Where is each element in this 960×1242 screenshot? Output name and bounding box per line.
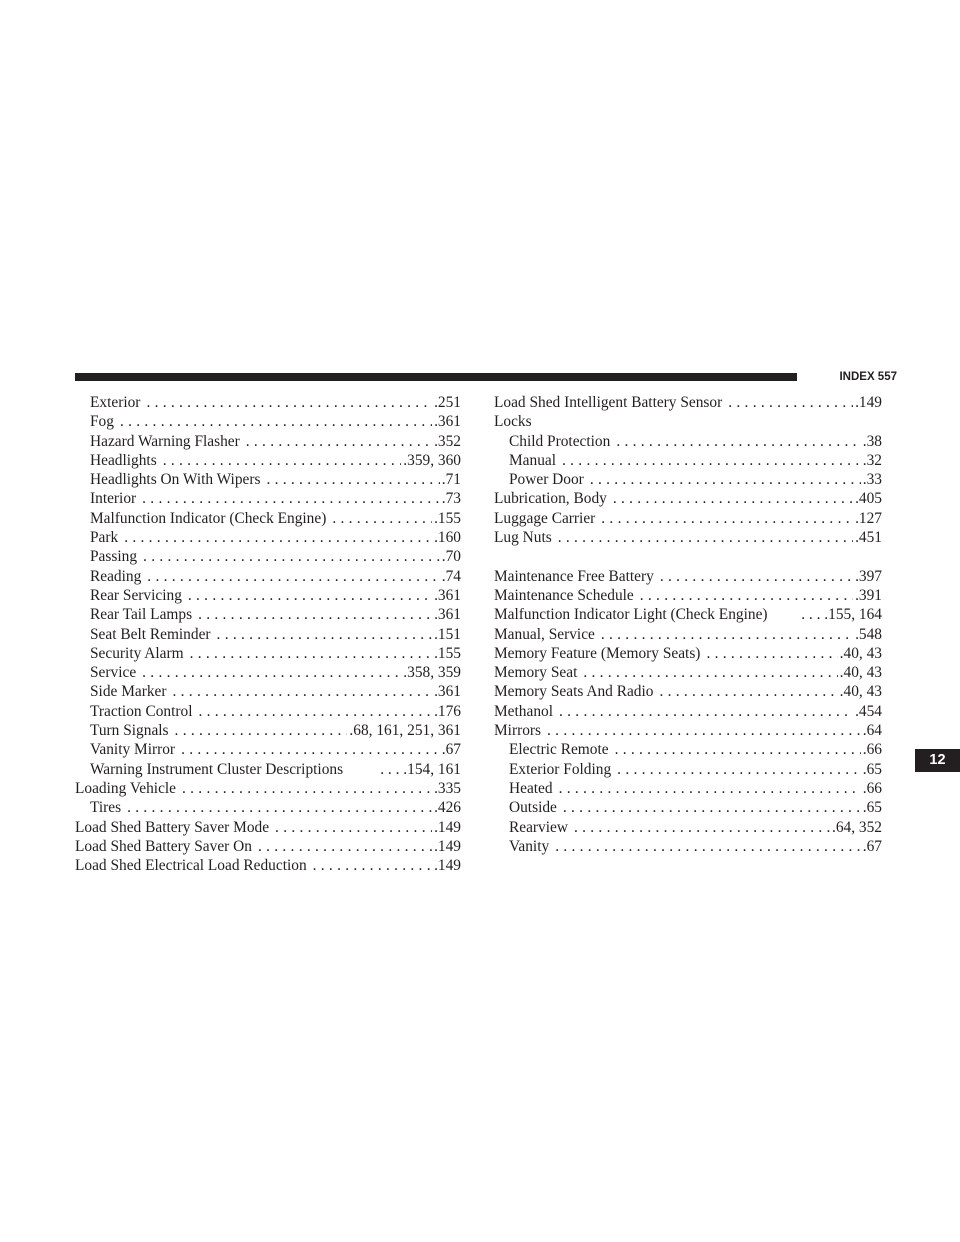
index-entry xyxy=(494,779,882,798)
index-term: Rear Tail Lamps xyxy=(90,606,193,624)
index-term: Traction Control xyxy=(90,702,193,720)
dot-leader xyxy=(558,528,853,547)
index-entry xyxy=(75,760,461,779)
index-entry xyxy=(494,489,882,508)
dot-leader xyxy=(728,393,853,412)
index-entry xyxy=(494,682,882,701)
dot-leader xyxy=(583,663,837,682)
dot-leader xyxy=(266,470,439,489)
index-entry xyxy=(75,528,461,547)
index-page-ref: .40, 43 xyxy=(839,664,882,682)
index-term: Load Shed Battery Saver Mode xyxy=(75,818,270,836)
index-entry xyxy=(494,644,882,663)
index-entry xyxy=(75,586,461,605)
index-entry xyxy=(75,779,461,798)
index-page-ref: .64 xyxy=(862,722,882,740)
index-term: Heated xyxy=(509,779,553,797)
dot-leader xyxy=(332,509,432,528)
index-entry xyxy=(494,818,882,837)
dot-leader xyxy=(562,451,861,470)
index-page-ref: .66 xyxy=(862,779,882,797)
dot-leader xyxy=(143,547,440,566)
index-entry xyxy=(494,432,882,451)
running-header: INDEX 557 xyxy=(839,371,897,383)
index-page-ref: .64, 352 xyxy=(831,818,882,836)
index-page-ref: .73 xyxy=(441,490,461,508)
index-term: Loading Vehicle xyxy=(75,779,177,797)
index-term: Rearview xyxy=(509,818,568,836)
dot-leader xyxy=(190,644,432,663)
dot-leader xyxy=(127,798,432,817)
dot-leader xyxy=(142,663,401,682)
index-page-ref: .361 xyxy=(434,586,461,604)
index-entry xyxy=(494,412,882,431)
index-page-ref: .38 xyxy=(862,432,882,450)
dot-leader xyxy=(142,489,440,508)
index-entry xyxy=(75,837,461,856)
index-term: Fog xyxy=(90,413,114,431)
dot-leader xyxy=(246,432,432,451)
dot-leader xyxy=(601,509,853,528)
index-page-ref: .68, 161, 251, 361 xyxy=(349,722,461,740)
index-entry xyxy=(75,489,461,508)
dot-leader xyxy=(616,432,860,451)
index-term: Reading xyxy=(90,567,142,585)
dot-leader xyxy=(124,528,432,547)
index-entry xyxy=(75,412,461,431)
index-term: Outside xyxy=(509,799,557,817)
index-term: Memory Feature (Memory Seats) xyxy=(494,644,701,662)
index-page-ref: .33 xyxy=(862,471,882,489)
index-entry xyxy=(75,547,461,566)
header-rule xyxy=(75,373,797,381)
index-term: Warning Instrument Cluster Descriptions xyxy=(90,760,344,778)
index-term: Security Alarm xyxy=(90,644,184,662)
index-term: Memory Seats And Radio xyxy=(494,683,654,701)
index-term: Exterior Folding xyxy=(509,760,612,778)
index-page-ref: .40, 43 xyxy=(839,683,882,701)
index-page-ref: .451 xyxy=(855,529,882,547)
index-entry xyxy=(494,702,882,721)
index-term: Service xyxy=(90,664,137,682)
index-entry xyxy=(75,509,461,528)
dot-leader xyxy=(181,740,440,759)
index-term: Vanity Mirror xyxy=(90,741,176,759)
dot-leader xyxy=(574,818,830,837)
index-page-ref: .397 xyxy=(855,567,882,585)
index-entry xyxy=(75,625,461,644)
index-entry xyxy=(494,393,882,412)
index-term: Manual, Service xyxy=(494,625,595,643)
index-entry xyxy=(494,451,882,470)
index-entry xyxy=(494,798,882,817)
index-entry xyxy=(494,625,882,644)
dot-leader xyxy=(198,702,432,721)
index-page-ref: .70 xyxy=(441,548,461,566)
index-page-ref: .335 xyxy=(434,779,461,797)
index-page-ref: .67 xyxy=(862,837,882,855)
index-term: Side Marker xyxy=(90,683,167,701)
index-entry xyxy=(75,798,461,817)
index-term: Hazard Warning Flasher xyxy=(90,432,240,450)
index-term: Manual xyxy=(509,451,557,469)
index-term: Power Door xyxy=(509,471,584,489)
index-term: Lug Nuts xyxy=(494,529,552,547)
index-entry xyxy=(494,586,882,605)
index-entry xyxy=(494,528,882,547)
index-term: Electric Remote xyxy=(509,741,609,759)
index-page-ref: .151 xyxy=(434,625,461,643)
index-page-ref: . . . .154, 161 xyxy=(380,760,461,778)
dot-leader xyxy=(615,740,861,759)
index-term: Child Protection xyxy=(509,432,611,450)
index-page-ref: .67 xyxy=(441,741,461,759)
index-term: Headlights On With Wipers xyxy=(90,471,261,489)
dot-leader xyxy=(613,489,853,508)
index-page-ref: .32 xyxy=(862,451,882,469)
index-page-ref: .405 xyxy=(855,490,882,508)
dot-leader xyxy=(198,605,432,624)
index-term: Rear Servicing xyxy=(90,586,182,604)
index-entry xyxy=(75,818,461,837)
index-entry xyxy=(75,393,461,412)
index-page-ref: .155 xyxy=(434,509,461,527)
dot-leader xyxy=(563,798,861,817)
index-page-ref: .149 xyxy=(434,857,461,875)
index-entry xyxy=(494,663,882,682)
dot-leader xyxy=(146,393,432,412)
index-term: Load Shed Battery Saver On xyxy=(75,837,252,855)
index-term: Methanol xyxy=(494,702,553,720)
dot-leader xyxy=(559,702,853,721)
dot-leader xyxy=(182,779,432,798)
index-page-ref: .251 xyxy=(434,394,461,411)
dot-leader xyxy=(559,779,861,798)
dot-leader xyxy=(660,567,853,586)
index-entry xyxy=(75,432,461,451)
index-entry xyxy=(75,470,461,489)
dot-leader xyxy=(601,625,853,644)
index-term: Park xyxy=(90,529,119,547)
dot-leader xyxy=(640,586,853,605)
index-entry xyxy=(75,740,461,759)
index-term: Lubrication, Body xyxy=(494,490,607,508)
index-term: Malfunction Indicator Light (Check Engine) xyxy=(494,606,768,624)
index-entry xyxy=(75,721,461,740)
dot-leader xyxy=(706,644,837,663)
dot-leader xyxy=(173,682,433,701)
index-page-ref: .454 xyxy=(855,702,882,720)
index-entry xyxy=(494,567,882,586)
index-entry xyxy=(75,567,461,586)
index-term: Passing xyxy=(90,548,138,566)
index-entry xyxy=(494,605,882,624)
index-page-ref: .548 xyxy=(855,625,882,643)
index-entry xyxy=(494,721,882,740)
index-term: Tires xyxy=(90,799,122,817)
dot-leader xyxy=(659,682,837,701)
index-entry xyxy=(75,451,461,470)
dot-leader xyxy=(120,412,432,431)
index-entry xyxy=(494,509,882,528)
index-page-ref: .361 xyxy=(434,413,461,431)
index-column-left xyxy=(75,393,461,875)
index-page-ref: .149 xyxy=(434,818,461,836)
index-term: Load Shed Electrical Load Reduction xyxy=(75,857,307,875)
index-entry xyxy=(75,644,461,663)
dot-leader xyxy=(275,818,432,837)
index-entry xyxy=(494,837,882,856)
dot-leader xyxy=(175,721,348,740)
index-term: Malfunction Indicator (Check Engine) xyxy=(90,509,327,527)
index-term: Maintenance Free Battery xyxy=(494,567,654,585)
index-term: Mirrors xyxy=(494,722,542,740)
chapter-tab[interactable]: 12 xyxy=(915,749,960,772)
dot-leader xyxy=(547,721,861,740)
dot-leader xyxy=(555,837,861,856)
index-term: Maintenance Schedule xyxy=(494,586,634,604)
index-term: Exterior xyxy=(90,394,141,411)
index-term: Vanity xyxy=(509,837,550,855)
index-entry xyxy=(494,740,882,759)
index-entry xyxy=(75,663,461,682)
index-term: Headlights xyxy=(90,451,157,469)
index-page-ref: .361 xyxy=(434,683,461,701)
index-page-ref: .149 xyxy=(434,837,461,855)
index-page-ref: .71 xyxy=(441,471,461,489)
index-page-ref: .65 xyxy=(862,799,882,817)
index-page-ref: .391 xyxy=(855,586,882,604)
index-page-ref: .40, 43 xyxy=(839,644,882,662)
index-page-ref: .127 xyxy=(855,509,882,527)
dot-leader xyxy=(147,567,439,586)
dot-leader xyxy=(617,760,861,779)
dot-leader xyxy=(163,451,402,470)
index-page-ref: .359, 360 xyxy=(403,451,461,469)
index-page-ref: .176 xyxy=(434,702,461,720)
index-page-ref: .149 xyxy=(855,394,882,411)
index-entry xyxy=(75,856,461,875)
index-page-ref: .155 xyxy=(434,644,461,662)
dot-leader xyxy=(590,470,861,489)
dot-leader xyxy=(217,625,433,644)
index-page-ref: .74 xyxy=(441,567,461,585)
index-page-ref: .352 xyxy=(434,432,461,450)
index-page-ref: . . . .155, 164 xyxy=(801,606,882,624)
index-page-ref: .65 xyxy=(862,760,882,778)
index-term: Load Shed Intelligent Battery Sensor xyxy=(494,394,723,411)
index-entry xyxy=(494,760,882,779)
index-page-ref: .160 xyxy=(434,529,461,547)
index-entry xyxy=(494,470,882,489)
index-term: Memory Seat xyxy=(494,664,578,682)
index-term: Interior xyxy=(90,490,137,508)
index-term: Luggage Carrier xyxy=(494,509,596,527)
dot-leader xyxy=(188,586,432,605)
index-term: Locks xyxy=(494,413,532,431)
dot-leader xyxy=(313,856,432,875)
index-page-ref: .426 xyxy=(434,799,461,817)
index-term: Seat Belt Reminder xyxy=(90,625,211,643)
dot-leader xyxy=(258,837,432,856)
index-page-ref: .66 xyxy=(862,741,882,759)
index-entry xyxy=(75,605,461,624)
index-entry xyxy=(75,702,461,721)
index-term: Turn Signals xyxy=(90,722,169,740)
index-page-ref: .358, 359 xyxy=(403,664,461,682)
index-column-right xyxy=(494,393,882,856)
index-page-ref: .361 xyxy=(434,606,461,624)
index-entry xyxy=(75,682,461,701)
